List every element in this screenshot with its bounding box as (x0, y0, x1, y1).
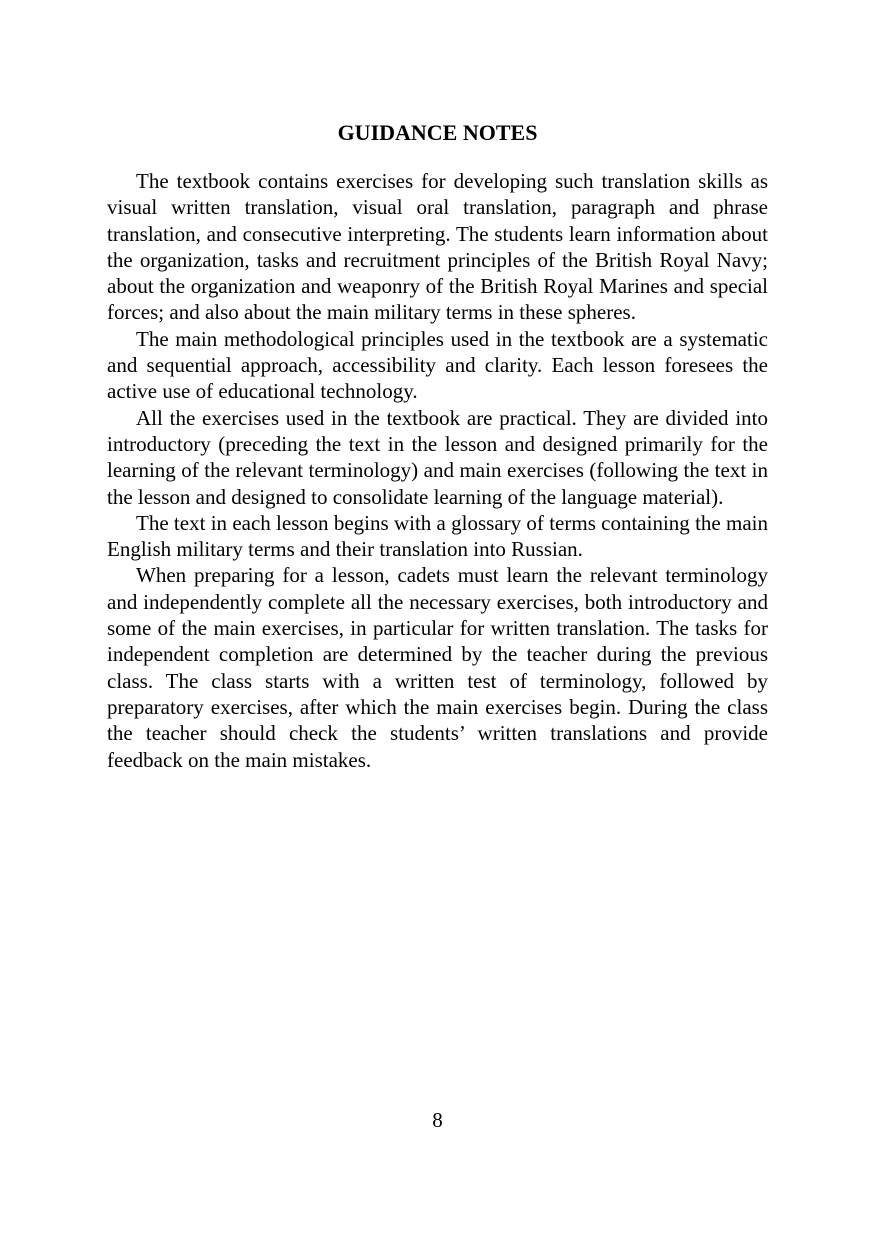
page-title: GUIDANCE NOTES (337, 120, 538, 145)
page-number: 8 (432, 1108, 443, 1132)
paragraph: The main methodological principles used in the textbook are a systematic and sequential approach, accessibility and clarity. Each lesson foresees the active use of educational technology. (107, 326, 768, 404)
page-content (107, 118, 768, 773)
paragraph: The textbook contains exercises for developing such translation skills as visual written translation, visual oral translation, paragraph and phrase translation, and consecutive interpreting. The students learn information about the organization, tasks and recruitment principles of the British Royal Navy; about the organization and weaponry of the British Royal Marines and special forces; and also about the main military terms in these spheres. (107, 169, 768, 325)
paragraph: All the exercises used in the textbook are practical. They are divided into introductory (preceding the text in the lesson and designed primarily for the learning of the relevant terminology) and main exercises (following the text in the lesson and designed to consolidate learning of the language material). (107, 405, 768, 509)
paragraph: When preparing for a lesson, cadets must learn the relevant terminology and independently complete all the necessary exercises, both introductory and some of the main exercises, in particular for written translation. The tasks for independent completion are determined by the teacher during the previous class. The class starts with a written test of terminology, followed by preparatory exercises, after which the main exercises begin. During the class the teacher should check the students’ written translations and provide feedback on the main mistakes. (107, 563, 768, 772)
paragraph: The text in each lesson begins with a glossary of terms containing the main English military terms and their translation into Russian. (107, 510, 768, 562)
